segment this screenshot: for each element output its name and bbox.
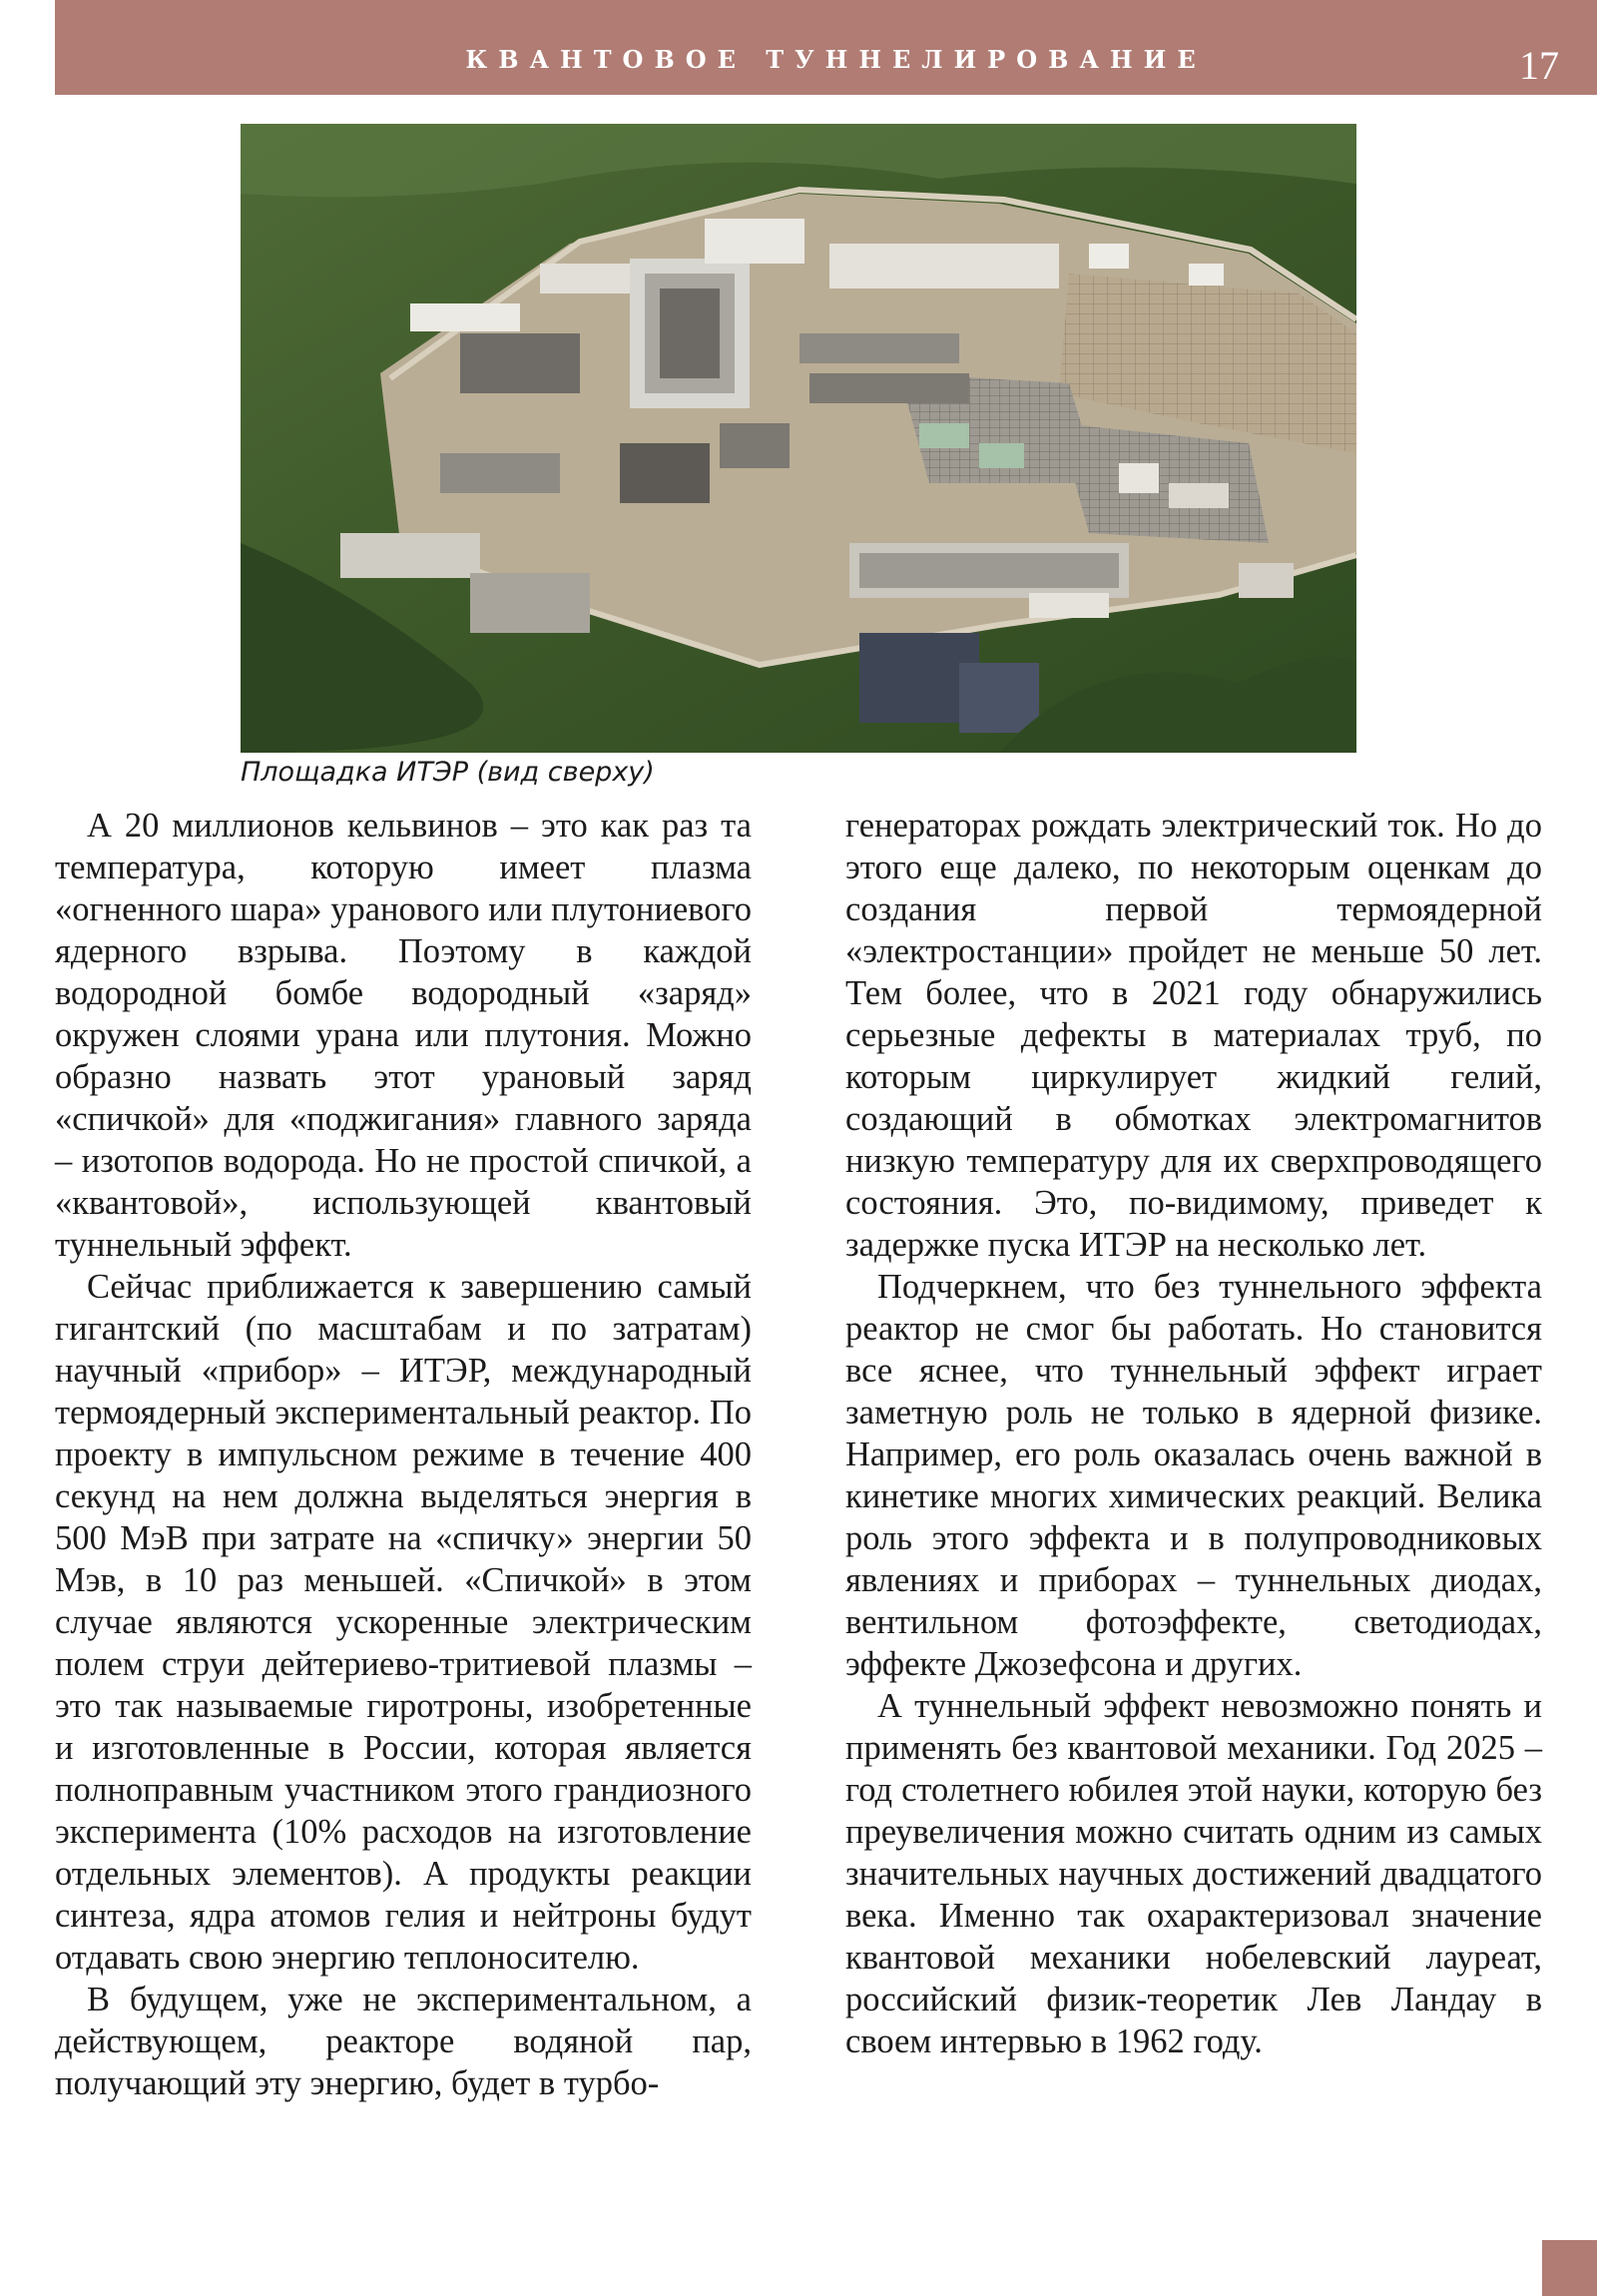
aerial-photo-illustration: [241, 124, 1356, 753]
page-number: 17: [1519, 43, 1559, 88]
article-column-left: [55, 805, 752, 2104]
paragraph-continuation: генераторах рождать электрический ток. Но до этого еще далеко, по некоторым оценкам до создания первой термоядерной «электростанции» пройдет не меньше 50 лет. Тем более, что в 2021 году обнаружились серьезные дефекты в материалах труб, по которым циркулирует жидкий гелий, создающий в обмотках электромагнитов низкую температуру для их сверхпроводящего состояния. Это, по-видимому, приведет к задержке пуска ИТЭР на несколько лет.: [845, 807, 1542, 1264]
paragraph: В будущем, уже не экспериментальном, а действующем, реакторе водяной пар, получающий эту энергию, будет в турбо-: [55, 1981, 752, 2102]
figure-caption: Площадка ИТЭР (вид сверху): [241, 757, 655, 788]
paragraph: Сейчас приближается к завершению самый гигантский (по масштабам и по затратам) научный «прибор» – ИТЭР, международный термоядерный экспериментальный реактор. По проекту в импульсном режиме в течение 400 секунд на нем должна выделяться энергия в 500 МэВ при затрате на «спичку» энергии 50 Мэв, в 10 раз меньшей. «Спичкой» в этом случае являются ускоренные электрическим полем струи дейтериево-тритиевой плазмы – это так называемые гиротроны, изобретенные и изготовленные в России, которая является полноправным участником этого грандиозного эксперимента (10% расходов на изготовление отдельных элементов). А продукты реакции синтеза, ядра атомов гелия и нейтроны будут отдавать свою энергию теплоносителю.: [55, 1268, 752, 1977]
running-title: КВАНТОВОЕ ТУННЕЛИРОВАНИЕ: [465, 45, 1207, 74]
paragraph: А туннельный эффект невозможно понять и применять без квантовой механики. Год 2025 – год столетнего юбилея этой науки, которую без преувеличения можно считать одним из самых значительных научных достижений двадцатого века. Именно так охарактеризовал значение квантовой механики нобелевский лауреат, российский физик-теоретик Лев Ландау в своем интервью в 1962 году.: [845, 1687, 1542, 2060]
iter-site-aerial-photo: [241, 124, 1356, 753]
paragraph: А 20 миллионов кельвинов – это как раз та температура, которую имеет плазма «огненного шара» уранового или плутониевого ядерного взрыва. Поэтому в каждой водородной бомбе водородный «заряд» окружен слоями урана или плутония. Можно образно назвать этот урановый заряд «спичкой» для «поджигания» главного заряда – изотопов водорода. Но не простой спичкой, а «квантовой», использующей квантовый туннельный эффект.: [55, 807, 752, 1264]
article-column-right: [845, 805, 1542, 2062]
paragraph: Подчеркнем, что без туннельного эффекта реактор не смог бы работать. Но становится все яснее, что туннельный эффект играет заметную роль не только в ядерной физике. Например, его роль оказалась очень важной в кинетике многих химических реакций. Велика роль этого эффекта и в полупроводниковых явлениях и приборах – туннельных диодах, вентильном фотоэффекте, светодиодах, эффекте Джозефсона и других.: [845, 1268, 1542, 1683]
page-corner-marker: [1542, 2240, 1597, 2296]
header-band: [55, 0, 1597, 95]
